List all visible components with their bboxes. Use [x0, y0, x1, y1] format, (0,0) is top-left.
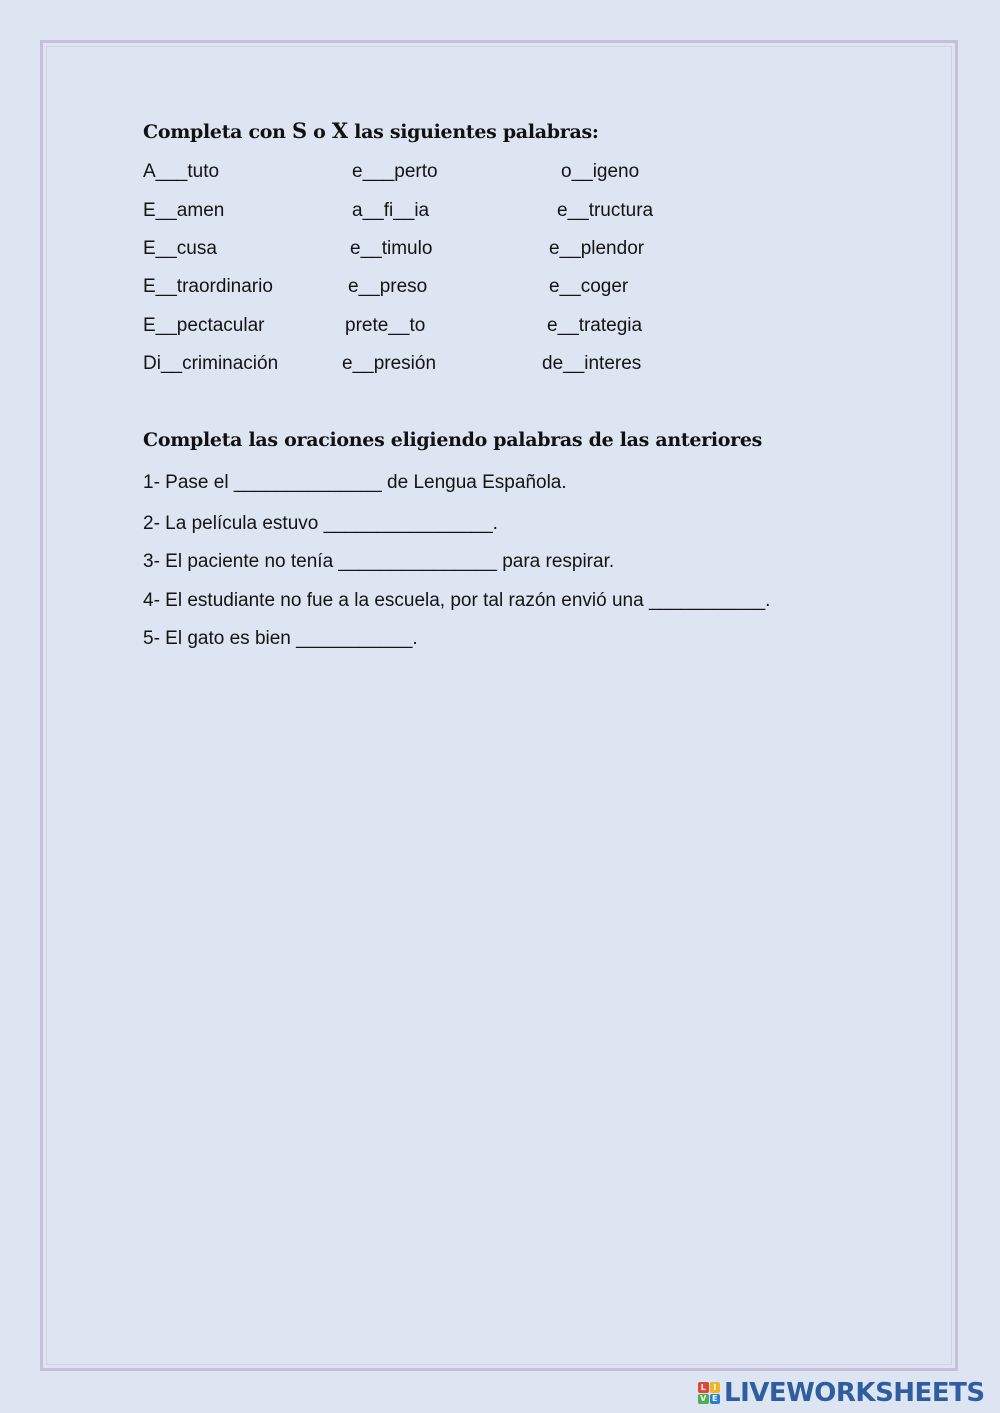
brand-name: LIVEWORKSHEETS	[724, 1378, 985, 1408]
word-item: A___tuto	[143, 161, 220, 182]
word-item: e__plendor	[549, 238, 645, 259]
word-item: de__interes	[542, 353, 642, 374]
logo-tile: I	[710, 1382, 721, 1393]
word-item: a__fi__ia	[352, 200, 430, 221]
word-item: e__preso	[348, 276, 428, 297]
section1-heading-pre: Completa con	[143, 121, 292, 143]
word-item: e__presión	[342, 353, 437, 374]
word-item: e__trategia	[547, 315, 643, 336]
word-item: e___perto	[352, 161, 438, 182]
word-item: E__cusa	[143, 238, 217, 259]
word-item: e__tructura	[557, 200, 654, 221]
word-item: prete__to	[345, 315, 426, 336]
section1-heading	[143, 118, 599, 143]
liveworksheets-logo	[698, 1378, 985, 1408]
word-item: E__traordinario	[143, 276, 273, 297]
word-item: Di__criminación	[143, 353, 279, 374]
section2-heading: Completa las oraciones eligiendo palabras de las anteriores	[143, 429, 763, 451]
logo-tile: E	[710, 1394, 721, 1405]
word-item: e__timulo	[350, 238, 433, 259]
sentence-item: 1- Pase el ______________ de Lengua Española.	[143, 472, 567, 493]
section1-heading-o: o	[306, 121, 332, 143]
word-item: o__igeno	[561, 161, 640, 182]
logo-tile: V	[698, 1394, 709, 1405]
word-item: E__pectacular	[143, 315, 265, 336]
word-item: E__amen	[143, 200, 225, 221]
sentence-item: 3- El paciente no tenía _______________ para respirar.	[143, 551, 615, 572]
logo-tile: L	[698, 1382, 709, 1393]
section1-heading-s: S	[291, 118, 307, 143]
liveworksheets-icon	[698, 1382, 720, 1404]
section1-heading-x: X	[331, 118, 348, 143]
sentence-item: 2- La película estuvo ________________.	[143, 513, 498, 534]
sentence-item: 4- El estudiante no fue a la escuela, por tal razón envió una ___________.	[143, 590, 771, 611]
word-item: e__coger	[549, 276, 629, 297]
sentence-item: 5- El gato es bien ___________.	[143, 628, 418, 649]
section1-heading-post: las siguientes palabras:	[347, 121, 599, 143]
